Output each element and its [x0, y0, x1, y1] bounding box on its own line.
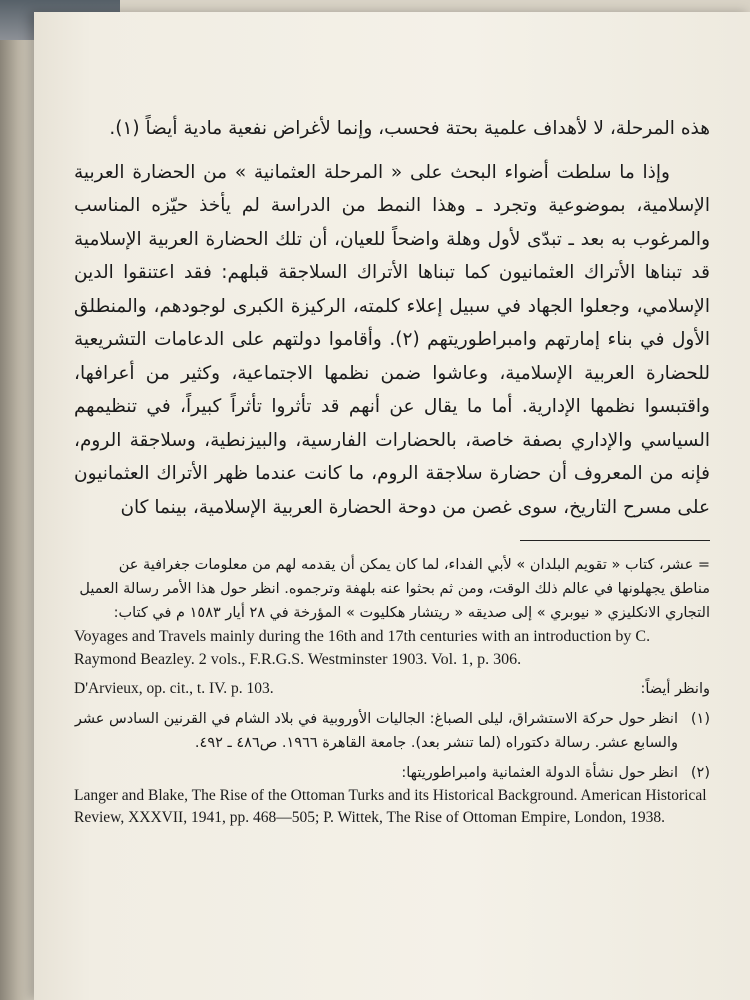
see-also-reference: D'Arvieux, op. cit., t. IV. p. 103.	[74, 680, 274, 697]
page-content	[74, 112, 710, 829]
body-paragraph: وإذا ما سلطت أضواء البحث على « المرحلة العثمانية » من الحضارة العربية الإسلامية، بموضوعية وتجرد ـ وهذا النمط من الدراسة لم يأخذ حيّزه المناسب والمرغوب به بعد ـ تبدّى لأول وهلة واضحاً للعيان، أن تلك الحضارة العربية الإسلامية قد تبناها الأتراك العثمانيون كما تبناها الأتراك السلاجقة قبلهم: فقد اعتنقوا الدين الإسلامي، وجعلوا الجهاد في سبيل إعلاء كلمته، الركيزة الكبرى لوجودهم، والمنطلق الأول في بناء إمارتهم وامبراطوريتهم (٢). وأقاموا دولتهم على الدعامات التشريعية للحضارة العربية الإسلامية، وعاشوا ضمن نظمها الاجتماعية، وكثير من أعرافها، واقتبسوا نظمها الإدارية. أما ما يقال عن أنهم قد تأثروا تأثراً كبيراً، في تنظيمهم السياسي والإداري بصفة خاصة، بالحضارات الفارسية، والبيزنطية، وسلاجقة الروم، فإنه من المعروف أن حضارة سلاجقة الروم، ما كانت عندما ظهر الأتراك العثمانيون على مسرح التاريخ، سوى غصن من دوحة الحضارة العربية الإسلامية، بينما كان	[74, 161, 711, 518]
footnote-number: (٢)	[690, 765, 710, 781]
footnote-continuation-english: Voyages and Travels mainly during the 16th and 17th centuries with an introduction by C. Raymond Beazley. 2 vols., F.R.G.S. Westminster 1903. Vol. 1, p. 306.	[74, 628, 651, 668]
footnote-text: انظر حول حركة الاستشراق، ليلى الصباغ: الجاليات الأوروبية في بلاد الشام في القرنين السادس عشر والسابع عشر. رسالة دكتوراه (لما تنشر بعد). جامعة القاهرة ١٩٦٦. ص٤٨٦ ـ ٤٩٢.	[74, 711, 678, 751]
footnote-2-english: Langer and Blake, The Rise of the Ottoman Turks and its Historical Background. American Historical Review, XXXVII, 1941, pp. 468—505; P. Wittek, The Rise of Ottoman Empire, London, 1938.	[74, 787, 707, 826]
book-page	[34, 12, 750, 1000]
footnote-2	[74, 761, 710, 785]
footnote-continuation-arabic: = عشر، كتاب « تقويم البلدان » لأبي الفداء، لما كان يمكن أن يقدمه لهم من معلومات جغرافية عن مناطق يجهلونها في عالم ذلك الوقت، ومن ثم بحثوا عنه بلهفة وترجموه. انظر حول هذا الأمر رسالة العميل التجاري الانكليزي « نيوبري » إلى صديقه « ريتشار هكليوت » المؤرخة في ٢٨ أيار ١٥٨٣ م في كتاب:	[79, 557, 710, 621]
footnote-number: (١)	[690, 711, 710, 727]
footnote-text: انظر حول نشأة الدولة العثمانية وامبراطوريتها:	[401, 765, 678, 781]
footnotes	[74, 553, 710, 829]
footnote-1	[74, 707, 710, 755]
see-also-label: وانظر أيضاً:	[640, 681, 710, 697]
footnote-see-also	[74, 677, 710, 701]
footnote-separator	[520, 540, 710, 541]
body-paragraph: هذه المرحلة، لا لأهداف علمية بحتة فحسب، وإنما لأغراض نفعية مادية أيضاً (١).	[109, 118, 710, 139]
body-text	[74, 112, 710, 524]
